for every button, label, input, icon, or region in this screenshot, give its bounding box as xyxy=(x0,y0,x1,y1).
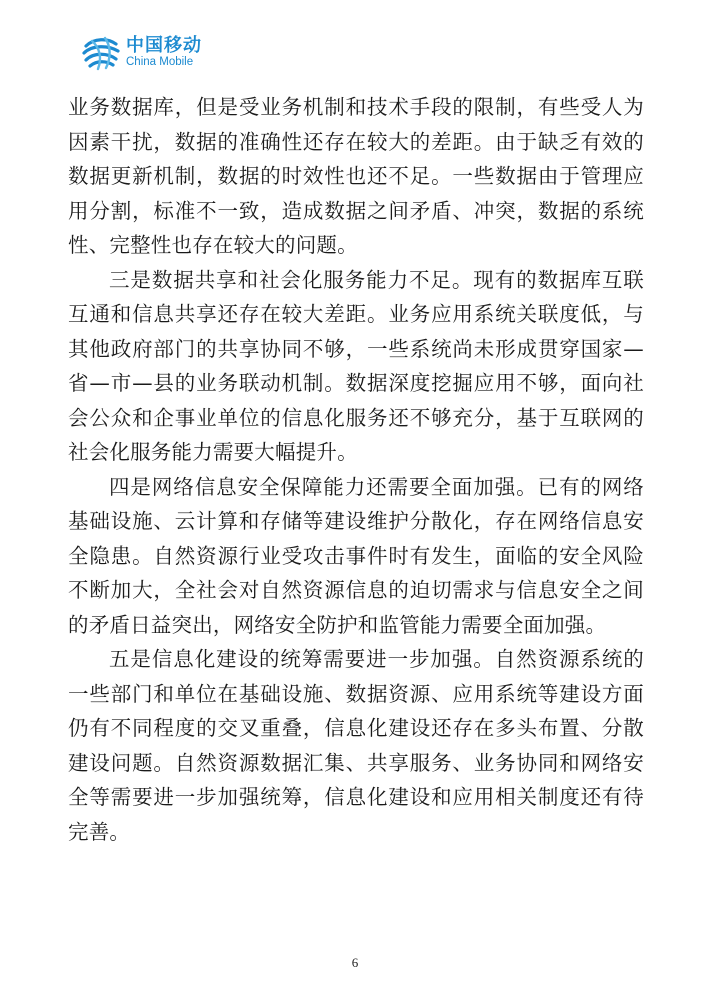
paragraph-1: 业务数据库，但是受业务机制和技术手段的限制，有些受人为因素干扰，数据的准确性还存在较大的差距。由于缺乏有效的数据更新机制，数据的时效性也还不足。一些数据由于管理应用分割，标准不一致，造成数据之间矛盾、冲突，数据的系统性、完整性也存在较大的问题。 xyxy=(68,95,644,257)
logo-chinese-name: 中国移动 xyxy=(126,35,202,57)
paragraph-3: 四是网络信息安全保障能力还需要全面加强。已有的网络基础设施、云计算和存储等建设维护分散化，存在网络信息安全隐患。自然资源行业受攻击事件时有发生，面临的安全风险不断加大，全社会对自然资源信息的迫切需求与信息安全之间的矛盾日益突出，网络安全防护和监管能力需要全面加强。 xyxy=(68,474,644,637)
logo-text xyxy=(126,37,202,69)
logo-english-name: China Mobile xyxy=(126,56,194,69)
page-header xyxy=(80,30,202,76)
page-number: 6 xyxy=(351,955,359,970)
paragraph-4: 五是信息化建设的统筹需要进一步加强。自然资源系统的一些部门和单位在基础设施、数据资源、应用系统等建设方面仍有不同程度的交叉重叠，信息化建设还存在多头布置、分散建设问题。自然资源数据汇集、共享服务、业务协同和网络安全等需要进一步加强统筹，信息化建设和应用相关制度还有待完善。 xyxy=(68,647,644,844)
paragraph-2: 三是数据共享和社会化服务能力不足。现有的数据库互联互通和信息共享还存在较大差距。业务应用系统关联度低，与其他政府部门的共享协同不够，一些系统尚未形成贯穿国家—省—市—县的业务联动机制。数据深度挖掘应用不够，面向社会公众和企事业单位的信息化服务还不够充分，基于互联网的社会化服务能力需要大幅提升。 xyxy=(68,267,644,464)
china-mobile-logo-icon xyxy=(80,32,122,74)
document-body xyxy=(68,90,644,849)
